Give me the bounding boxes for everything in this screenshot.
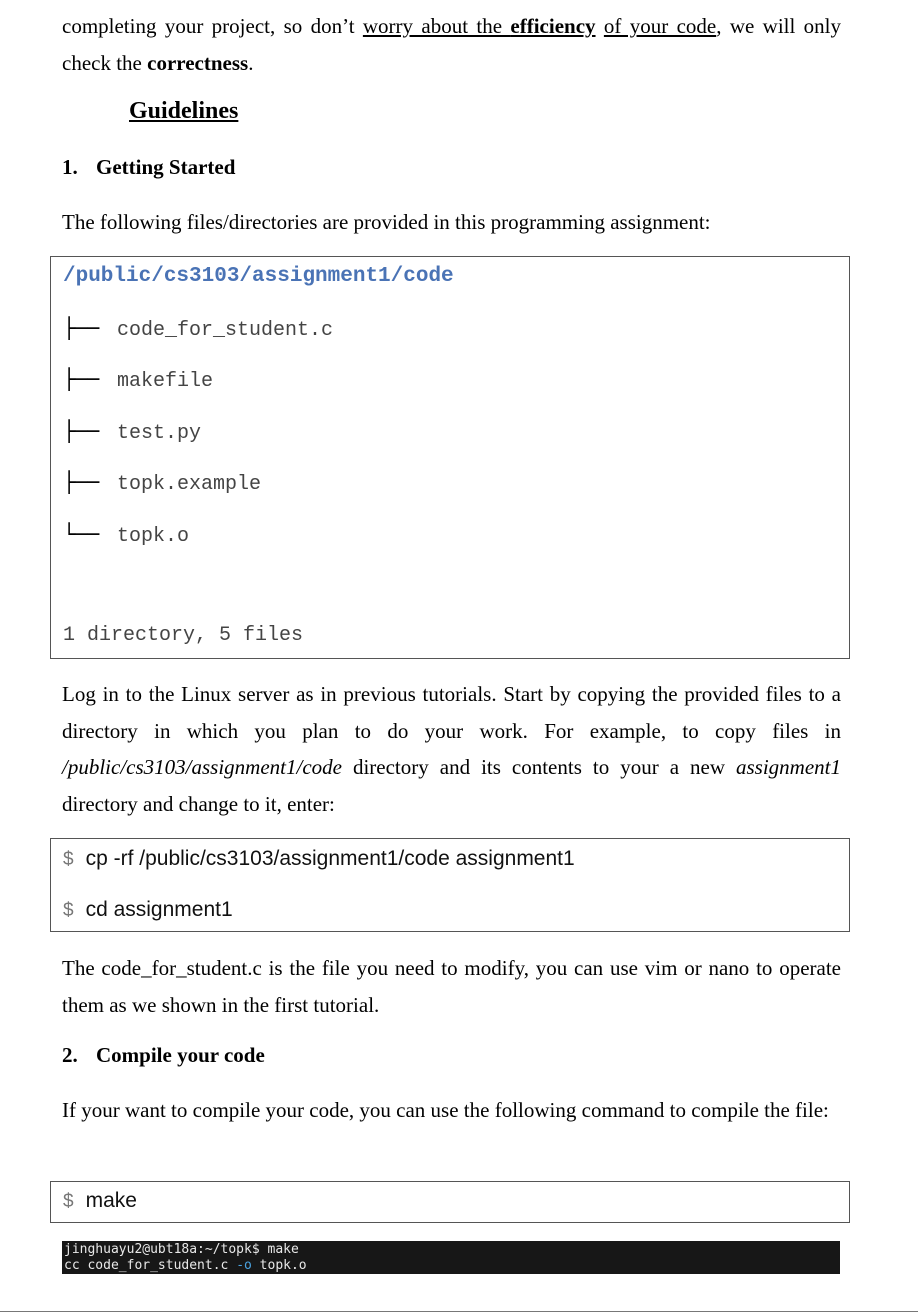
section-number: 2. — [62, 1043, 78, 1067]
period: . — [248, 50, 254, 75]
file-name: topk.example — [117, 473, 262, 496]
tree-branch-glyph: ├── — [63, 470, 100, 494]
underlined-text — [363, 14, 596, 38]
tree-summary: 1 directory, 5 files — [63, 624, 304, 647]
tree-item — [63, 316, 333, 342]
command-text: make — [85, 1189, 137, 1212]
terminal-screenshot — [62, 1241, 840, 1274]
underlined-code-phrase: of your code — [603, 14, 717, 38]
section-heading-compile — [62, 1043, 265, 1068]
file-name: makefile — [117, 370, 214, 393]
login-text-2: directory and its contents to your a new — [341, 755, 736, 779]
login-text: Log in to the Linux server as in previous tutorials. Start by copying the provided files to a directory in which you plan to do your work. For example, to copy files in — [62, 682, 841, 743]
correctness-term: correctness — [147, 50, 249, 75]
commands-box-setup — [50, 838, 850, 932]
tree-item — [63, 367, 213, 393]
tree-branch-glyph: ├── — [63, 419, 100, 443]
tree-item — [63, 470, 261, 496]
intro-text: completing your project, so don’t — [62, 14, 363, 38]
tree-branch-glyph: ├── — [63, 367, 100, 391]
command-line — [63, 847, 575, 871]
command-text: cd assignment1 — [85, 898, 233, 921]
section-title: Getting Started — [96, 155, 236, 179]
section-title: Compile your code — [96, 1043, 265, 1067]
login-text-3: directory and change to it, enter: — [62, 791, 335, 816]
shell-prompt: $ — [63, 900, 74, 921]
tree-branch-glyph: └── — [63, 522, 100, 546]
intro-text-2: , we will only check the — [62, 14, 841, 75]
compile-paragraph: If your want to compile your code, you can use the following command to compile the file: — [62, 1098, 829, 1122]
page-bottom-rule — [0, 1311, 918, 1312]
files-intro-paragraph: The following files/directories are provided in this programming assignment: — [62, 210, 711, 234]
source-path: /public/cs3103/assignment1/code — [62, 755, 342, 779]
file-name: code_for_student.c — [117, 319, 334, 342]
modify-paragraph: The code_for_student.c is the file you need to modify, you can use vim or nano to operate them as we shown in the first tutorial. — [62, 956, 841, 1017]
section-number: 1. — [62, 155, 78, 179]
intro-paragraph — [62, 8, 841, 81]
file-name: topk.o — [117, 525, 190, 548]
terminal-line: jinghuayu2@ubt18a:~/topk$ make — [64, 1242, 299, 1257]
space — [596, 14, 604, 38]
shell-prompt: $ — [63, 1191, 74, 1212]
command-line — [63, 898, 233, 922]
underlined-phrase: worry about the — [362, 14, 511, 38]
target-directory: assignment1 — [736, 755, 841, 779]
command-line — [63, 1189, 137, 1213]
shell-prompt: $ — [63, 849, 74, 870]
tree-item — [63, 522, 189, 548]
login-paragraph — [62, 676, 841, 822]
terminal-line: cc code_for_student.c — [64, 1257, 237, 1273]
section-heading-getting-started — [62, 155, 235, 180]
efficiency-term: efficiency — [510, 14, 596, 38]
terminal-line-end: topk.o — [251, 1257, 307, 1273]
terminal-flag: -o — [236, 1257, 252, 1273]
command-text: cp -rf /public/cs3103/assignment1/code assignment1 — [85, 847, 575, 870]
tree-branch-glyph: ├── — [63, 316, 100, 340]
file-name: test.py — [117, 422, 202, 445]
directory-tree-box — [50, 256, 850, 659]
commands-box-compile — [50, 1181, 850, 1223]
tree-item — [63, 419, 201, 445]
guidelines-heading: Guidelines — [129, 98, 239, 124]
tree-root-path: /public/cs3103/assignment1/code — [63, 265, 454, 288]
